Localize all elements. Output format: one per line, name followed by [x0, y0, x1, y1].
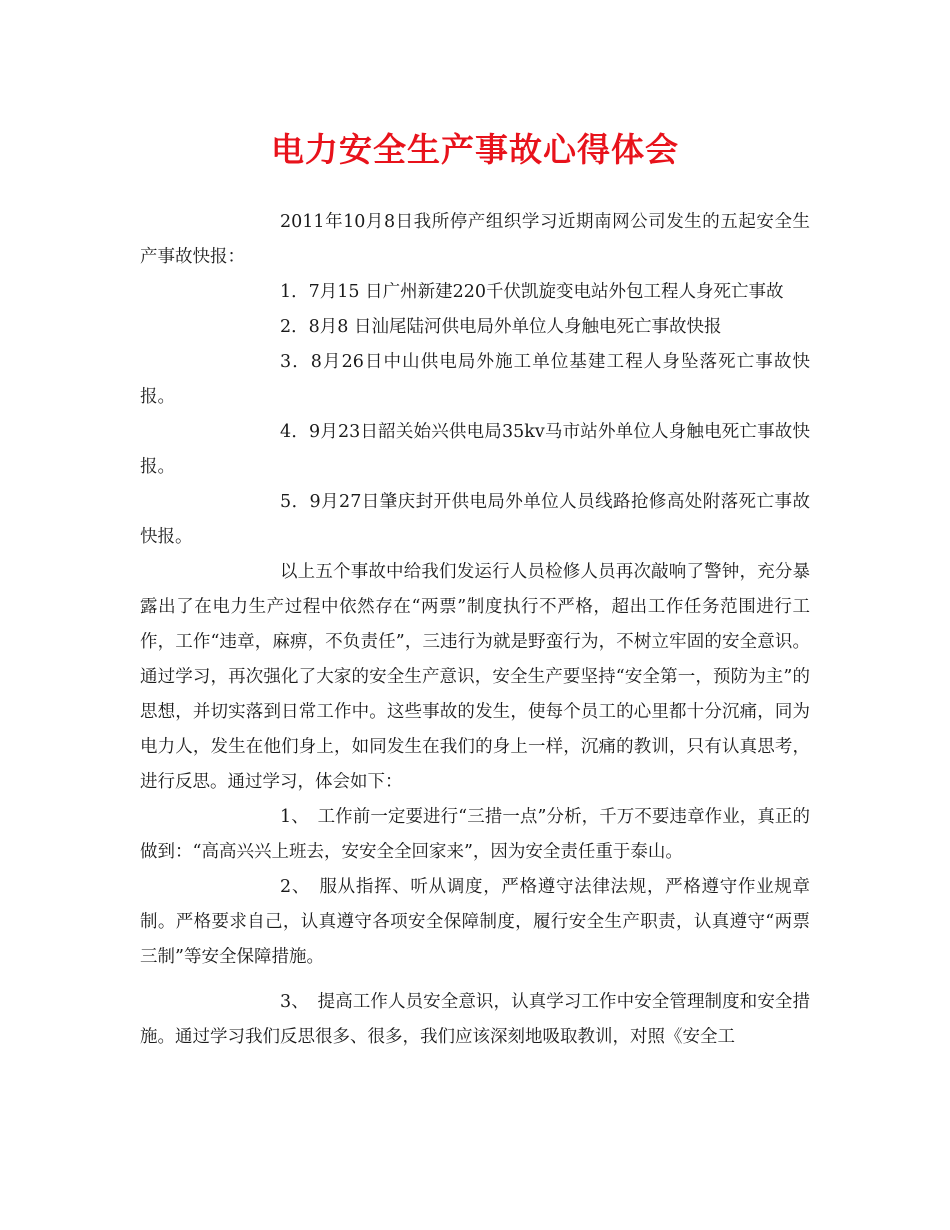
document-title: 电力安全生产事故心得体会: [271, 130, 679, 169]
intro-paragraph: 2011年10月8日我所停产组织学习近期南网公司发生的五起安全生产事故快报：: [140, 212, 810, 267]
reflection-paragraph: 以上五个事故中给我们发运行人员检修人员再次敲响了警钟，充分暴露出了在电力生产过程中依然存在“两票”制度执行不严格，超出工作任务范围进行工作，工作“违章，麻痹，不负责任”，三违行为就是野蛮行为，不树立牢固的安全意识。通过学习，再次强化了大家的安全生产意识，安全生产要坚持“安全第一，预防为主”的思想，并切实落到日常工作中。这些事故的发生，使每个员工的心里都十分沉痛，同为电力人，发生在他们身上，如同发生在我们的身上一样，沉痛的教训，只有认真思考，进行反思。通过学习，体会如下：: [140, 562, 810, 792]
document-body: [140, 205, 810, 1055]
accident-item-2: 2．8月8 日汕尾陆河供电局外单位人身触电死亡事故快报: [280, 317, 722, 337]
lesson-item-3: 3、 提高工作人员安全意识，认真学习工作中安全管理制度和安全措施。通过学习我们反思很多、很多，我们应该深刻地吸取教训，对照《安全工: [140, 992, 810, 1047]
lesson-item-1: 1、 工作前一定要进行“三措一点”分析，千万不要违章作业，真正的做到：“高高兴兴上班去，安安全全回家来”，因为安全责任重于泰山。: [140, 807, 810, 862]
accident-item-1: 1．7月15 日广州新建220千伏凯旋变电站外包工程人身死亡事故: [280, 282, 784, 302]
accident-item-5: 5．9月27日肇庆封开供电局外单位人员线路抢修高处附落死亡事故快报。: [140, 492, 810, 547]
accident-item-3: 3．8月26日中山供电局外施工单位基建工程人身坠落死亡事故快报。: [140, 352, 810, 407]
accident-item-4: 4．9月23日韶关始兴供电局35kv马市站外单位人身触电死亡事故快报。: [140, 422, 810, 477]
lesson-item-2: 2、 服从指挥、听从调度，严格遵守法律法规，严格遵守作业规章制。严格要求自己，认真遵守各项安全保障制度，履行安全生产职责，认真遵守“两票三制”等安全保障措施。: [140, 877, 810, 967]
